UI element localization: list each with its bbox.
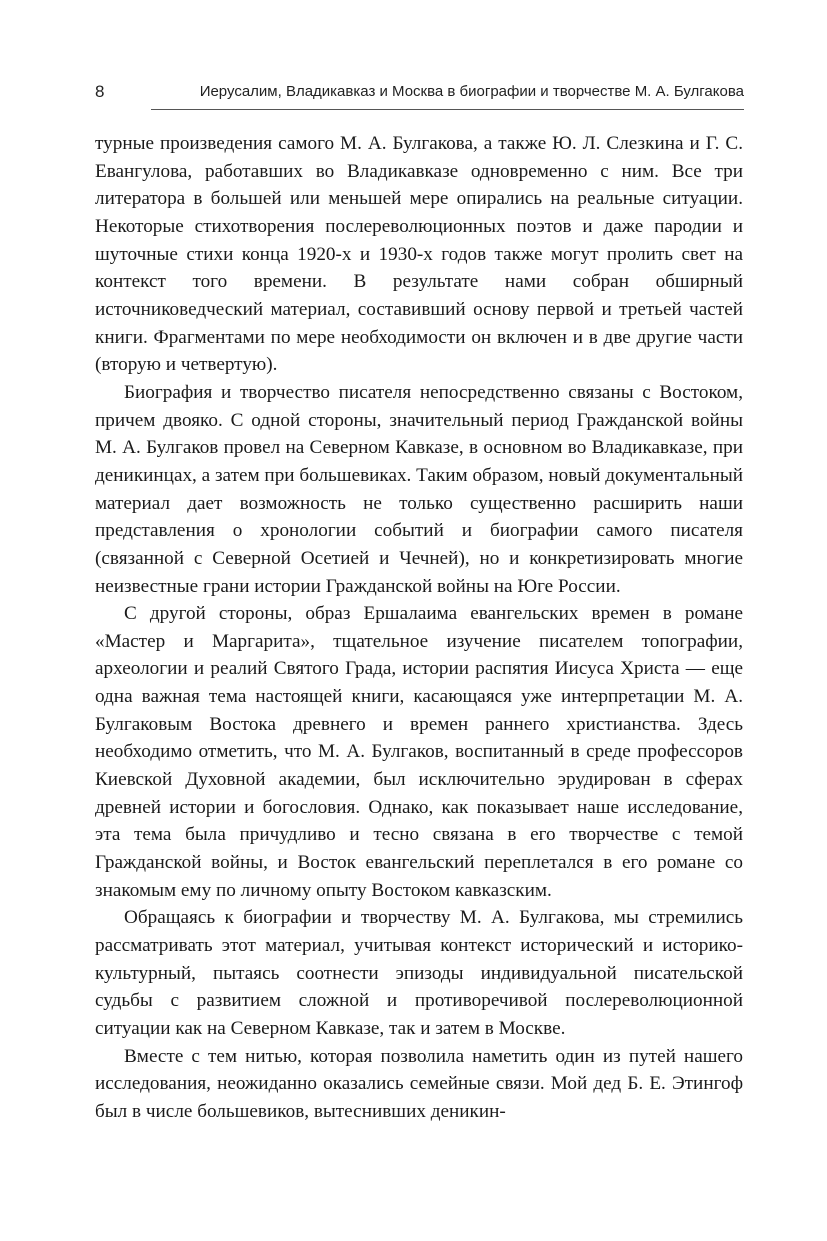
page-number: 8: [95, 82, 105, 101]
paragraph: Вместе с тем нитью, которая позволила наметить один из путей нашего исследования, неожиданно оказались семейные связи. Мой дед Б. Е. Этингоф был в числе большевиков, вытеснивших деникин-: [95, 1045, 743, 1122]
body-text: [95, 130, 743, 1126]
paragraph: Обращаясь к биографии и творчеству М. А. Булгакова, мы стремились рассматривать этот материал, учитывая контекст исторический и историко-культурный, пытаясь соотнести эпизоды индивидуальной писательской судьбы с развитием сложной и противоречивой послереволюционной ситуации как на Северном Кавказе, так и затем в Москве.: [95, 907, 743, 1039]
paragraph: турные произведения самого М. А. Булгакова, а также Ю. Л. Слезкина и Г. С. Евангулова, работавших во Владикавказе одновременно с ним. Все три литератора в большей или меньшей мере опирались на реальные ситуации. Некоторые стихотворения послереволюционных поэтов и даже пародии и шуточные стихи конца 1920-х и 1930-х годов также могут пролить свет на контекст того времени. В результате нами собран обширный источниковедческий материал, составивший основу первой и третьей частей книги. Фрагментами по мере необходимости он включен и в две другие части (вторую и четвертую).: [95, 133, 743, 376]
paragraph: С другой стороны, образ Ершалаима евангельских времен в романе «Мастер и Маргарита», тщательное изучение писателем топографии, археологии и реалий Святого Града, истории распятия Иисуса Христа — еще одна важная тема настоящей книги, касающаяся уже интерпретации М. А. Булгаковым Востока древнего и времен раннего христианства. Здесь необходимо отметить, что М. А. Булгаков, воспитанный в среде профессоров Киевской Духовной академии, был исключительно эрудирован в сферах древней истории и богословия. Однако, как показывает наше исследование, эта тема была причудливо и тесно связана в его творчестве с темой Гражданской войны, и Восток евангельский переплетался в его романе со знакомым ему по личному опыту Востоком кавказским.: [95, 603, 743, 901]
header-rule: [151, 109, 744, 110]
running-title: Иерусалим, Владикавказ и Москва в биографии и творчестве М. А. Булгакова: [199, 83, 744, 100]
paragraph: Биография и творчество писателя непосредственно связаны с Востоком, причем двояко. С одной стороны, значительный период Гражданской войны М. А. Булгаков провел на Северном Кавказе, в основном во Владикавказе, при деникинцах, а затем при большевиках. Таким образом, новый документальный материал дает возможность не только существенно расширить наши представления о хронологии событий и биографии самого писателя (связанной с Северной Осетией и Чечней), но и конкретизировать многие неизвестные грани истории Гражданской войны на Юге России.: [95, 381, 743, 597]
